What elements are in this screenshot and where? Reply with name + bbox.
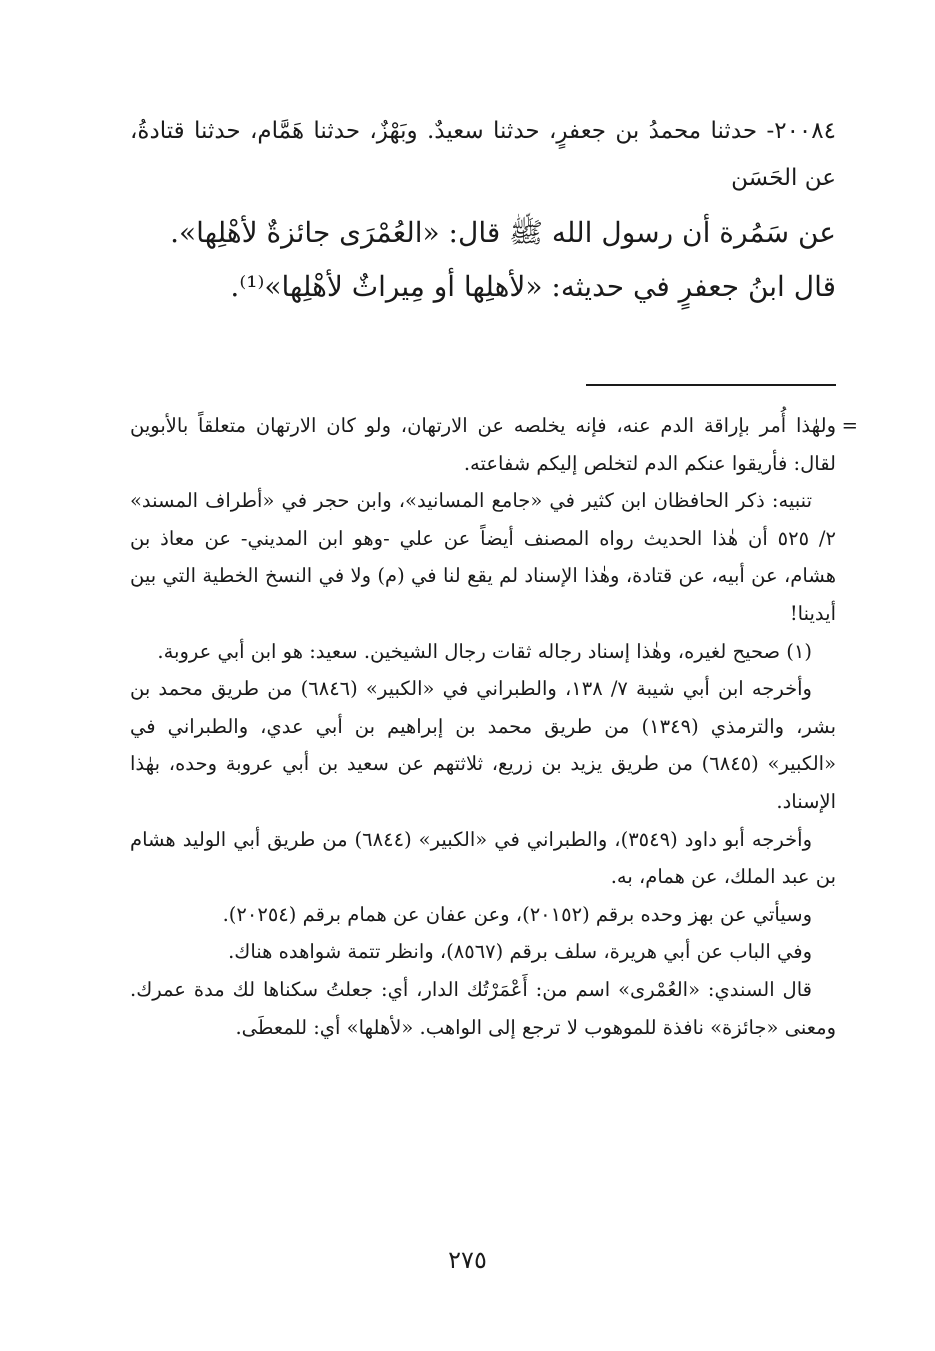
continuation-text: ولهٰذا أُمر بإراقة الدم عنه، فإنه يخلصه عن الارتهان، ولو كان الارتهان متعلقاً بالأبوين لقال: فأريقوا عنكم الدم لتخلص إليكم شفاعته. [130,414,836,475]
continuation-marker: = [841,414,858,437]
hadith-matn [130,206,836,314]
page-number: ٢٧٥ [448,1246,487,1274]
bab-note: وفي الباب عن أبي هريرة، سلف برقم (٨٥٦٧)، وانظر تتمة شواهده هناك. [228,940,812,964]
footnote-divider [586,384,836,386]
takhrij-paragraph-1: وأخرجه ابن أبي شيبة ٧/ ١٣٨، والطبراني في «الكبير» (٦٨٤٦) من طريق محمد بن بشر، والترمذي (١٣٤٩) من طريق محمد بن إبراهيم بن أبي عدي، والطبراني في «الكبير» (٦٨٤٥) من طريق يزيد بن زريع، ثلاثتهم عن سعيد بن أبي عروبة وحده، بهٰذا الإسناد. [130,677,836,813]
footnote-1: (١) صحيح لغيره، وهٰذا إسناد رجاله ثقات رجال الشيخين. سعيد: هو ابن أبي عروبة. [157,639,812,663]
hadith-isnad: ٢٠٠٨٤- حدثنا محمدُ بن جعفرٍ، حدثنا سعيدٌ. وبَهْزٌ، حدثنا هَمَّام، حدثنا قتادةُ، عن الحَسَن [130,118,836,191]
takhrij-paragraph-3: وسيأتي عن بهز وحده برقم (٢٠١٥٢)، وعن عفان عن همام برقم (٢٠٢٥٤). [222,902,812,926]
footnote-continuation [130,407,858,482]
matn-line-1: عن سَمُرة أن رسول الله ﷺ قال: «العُمْرَى جائزةٌ لأهْلِها». [170,216,836,249]
matn-line-2: قال ابنُ جعفرٍ في حديثه: «لأهلِها أو مِيراثٌ لأهْلِها»⁽¹⁾. [230,270,836,303]
sindi-commentary: قال السندي: «العُمْرى» اسم من: أَعْمَرْتُك الدار، أي: جعلتُ سكناها لك مدة عمرك. ومعنى «جائزة» نافذة للموهوب لا ترجع إلى الواهب. «لأهلها» أي: للمعطَى. [130,977,836,1039]
tanbih-note: تنبيه: ذكر الحافظان ابن كثير في «جامع المسانيد»، وابن حجر في «أطراف المسند» ٢/ ٥٢٥ أن هٰذا الحديث رواه المصنف أيضاً عن علي -وهو ابن المديني- عن معاذ بن هشام، عن أبيه، عن قتادة، وهٰذا الإسناد لم يقع لنا في (م) ولا في النسخ الخطية التي بين أيدينا! [130,489,836,625]
footnotes [130,407,858,1046]
takhrij-paragraph-2: وأخرجه أبو داود (٣٥٤٩)، والطبراني في «الكبير» (٦٨٤٤) من طريق أبي الوليد هشام بن عبد الملك، عن همام، به. [130,827,836,889]
